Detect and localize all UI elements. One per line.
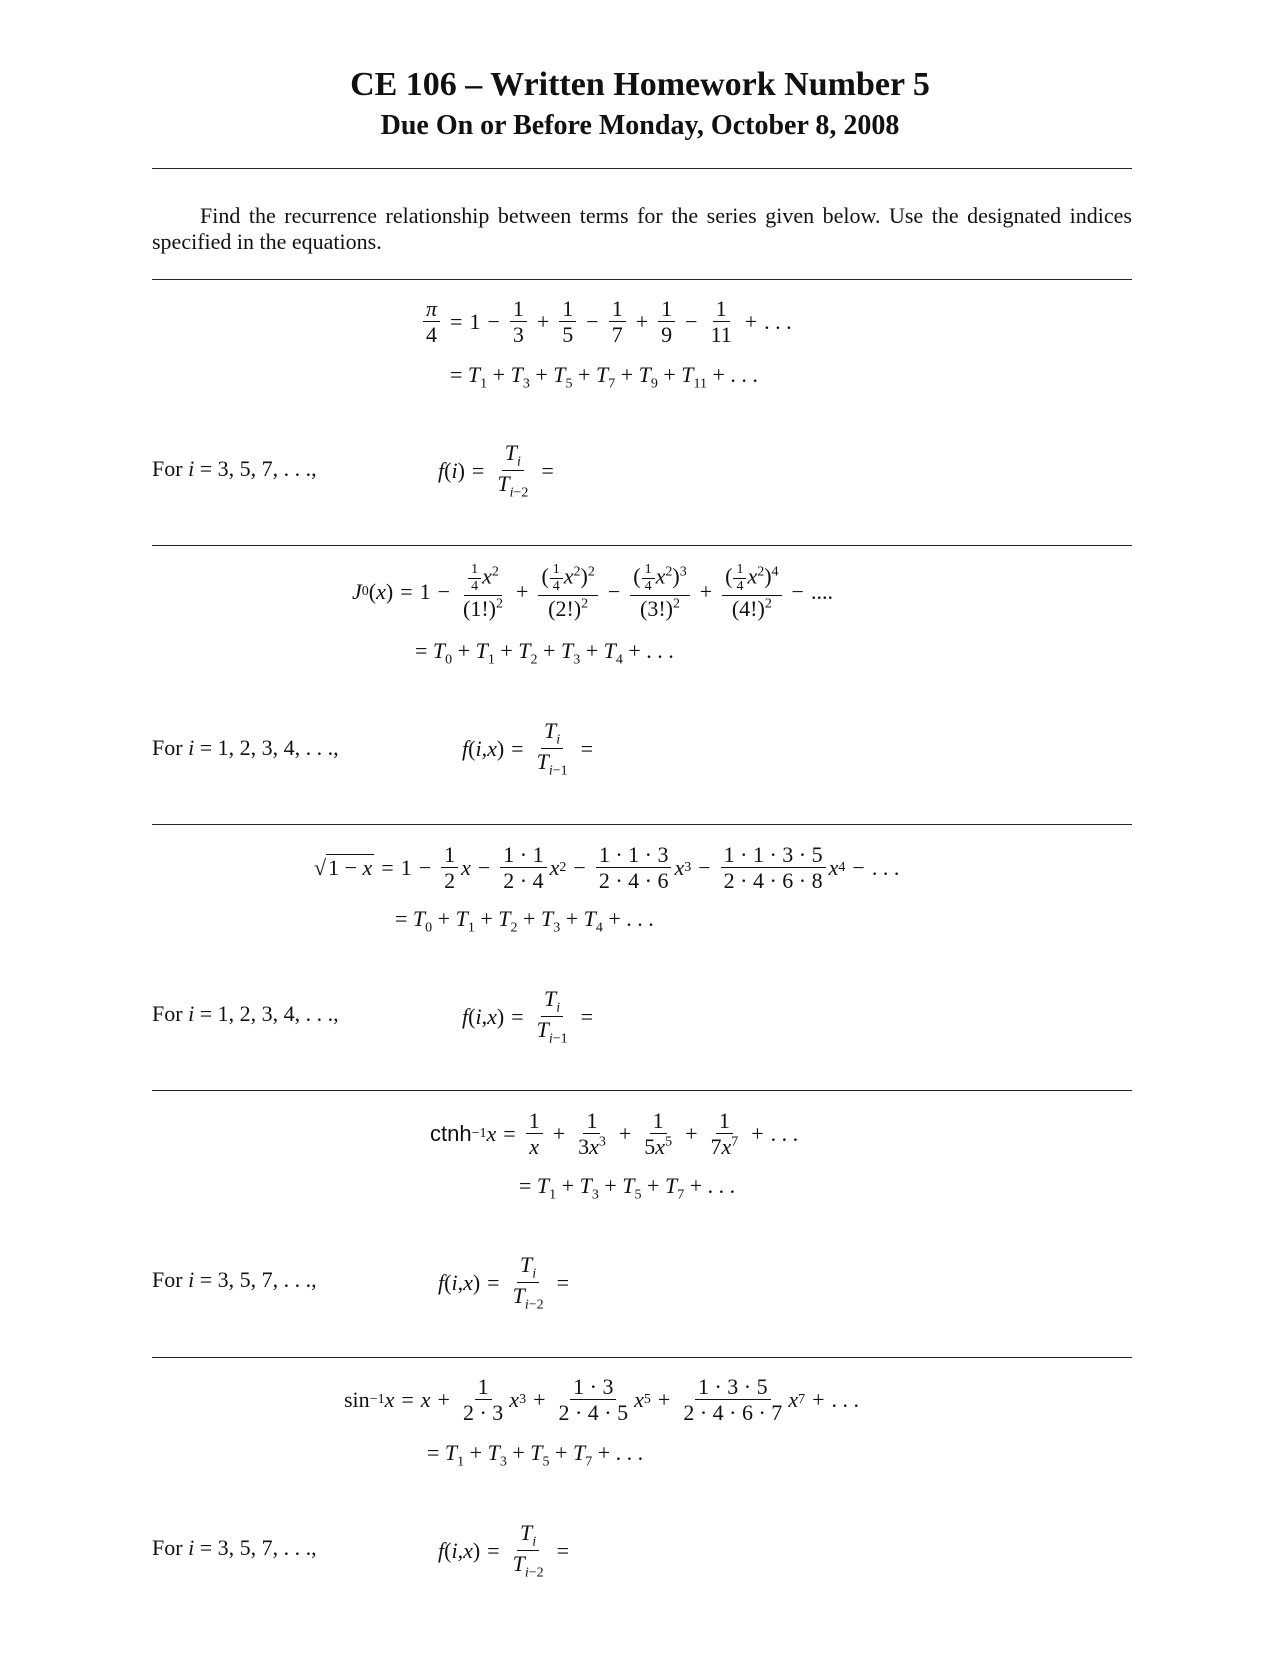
problem-4-terms: = $T_1 + T_3 + T_5 + T_7$ + . . .: [519, 1173, 736, 1203]
problem-4-series: ctnh −1 x = $\frac{1}{x}$ + $\frac{1}{3x^3}$ + $\frac{1}{5x^5}$ + $\frac{1}{7x^7}$ + . . .: [430, 1108, 799, 1160]
problem-5-index-label: For i = 3, 5, 7, . . .,: [152, 1535, 317, 1560]
problem-1-terms: = $T_1 + T_3 + T_5 + T_7 + T_9 + T_{11}$ + . . .: [450, 362, 758, 392]
divider: [152, 168, 1132, 169]
instructions-paragraph: Find the recurrence relationship between terms for the series given below. Use the designated indices specified in the equations.: [152, 203, 1132, 254]
problem-5-recurrence: f ( i , x ) = $\frac{T_i}{T_{i-2}}$ =: [438, 1520, 570, 1581]
problem-2-recurrence: f ( i , x ) = $\frac{T_i}{T_{i-1}}$ =: [462, 718, 594, 779]
problem-1-series: $\frac{\pi}{4}$ = 1 − $\frac{1}{3}$ + $\frac{1}{5}$ − $\frac{1}{7}$ + $\frac{1}{9}$ − $\frac{1}{11}$ + . . .: [420, 296, 792, 348]
problem-3-series: √1 − x = 1 − $\frac{1}{2}$ x − $\frac{1 \cdot 1}{2 \cdot 4}$ x 2 − $\frac{1 \cdot 1 \cdot 3}{2 \cdot 4 \cdot 6}$ x 3 − $\frac{1 \cdot 1 \cdot 3 \cdot 5}{2 \cdot 4 \cdot 6 \cdot 8}$ x 4 − . . .: [314, 842, 900, 894]
problem-4-recurrence: f ( i , x ) = $\frac{T_i}{T_{i-2}}$ =: [438, 1252, 570, 1313]
problem-4-index-label: For i = 3, 5, 7, . . .,: [152, 1267, 317, 1292]
problem-2-terms: = $T_0 + T_1 + T_2 + T_3 + T_4$ + . . .: [415, 638, 674, 668]
problem-3-index-label: For i = 1, 2, 3, 4, . . .,: [152, 1001, 339, 1026]
due-date-subtitle: Due On or Before Monday, October 8, 2008: [380, 110, 900, 141]
problem-3-terms: = $T_0 + T_1 + T_2 + T_3 + T_4$ + . . .: [395, 906, 654, 936]
divider: [152, 545, 1132, 546]
divider: [152, 1090, 1132, 1091]
problem-1-index-label: For i = 3, 5, 7, . . .,: [152, 456, 317, 481]
problem-5-terms: = $T_1 + T_3 + T_5 + T_7$ + . . .: [427, 1440, 644, 1470]
divider: [152, 824, 1132, 825]
problem-2-series: J 0 ( x ) = 1 − $\frac{1}{4}$ $x^2$ $(1!)^2$ + ( $\frac{1}{4}$ $x^2)^2$ $(2!)^2$ − ( $\frac{1}{4}$ $x^2)^3$ $(3!)^2$ + ( $\frac{1}{4}$ $x^2)^4$ $(4!)^2$ − ....: [352, 562, 833, 622]
problem-3-recurrence: f ( i , x ) = $\frac{T_i}{T_{i-1}}$ =: [462, 986, 594, 1047]
page-title: CE 106 – Written Homework Number 5: [350, 66, 930, 103]
problem-5-series: sin −1 x = x + $\frac{1}{2 \cdot 3}$ x 3 + $\frac{1 \cdot 3}{2 \cdot 4 \cdot 5}$ x 5 + $\frac{1 \cdot 3 \cdot 5}{2 \cdot 4 \cdot 6 \cdot 7}$ x 7 + . . .: [344, 1374, 859, 1426]
problem-2-index-label: For i = 1, 2, 3, 4, . . .,: [152, 735, 339, 760]
divider: [152, 1357, 1132, 1358]
divider: [152, 279, 1132, 280]
problem-1-recurrence: f ( i ) = $\frac{T_i}{T_{i-2}}$ =: [438, 440, 554, 501]
